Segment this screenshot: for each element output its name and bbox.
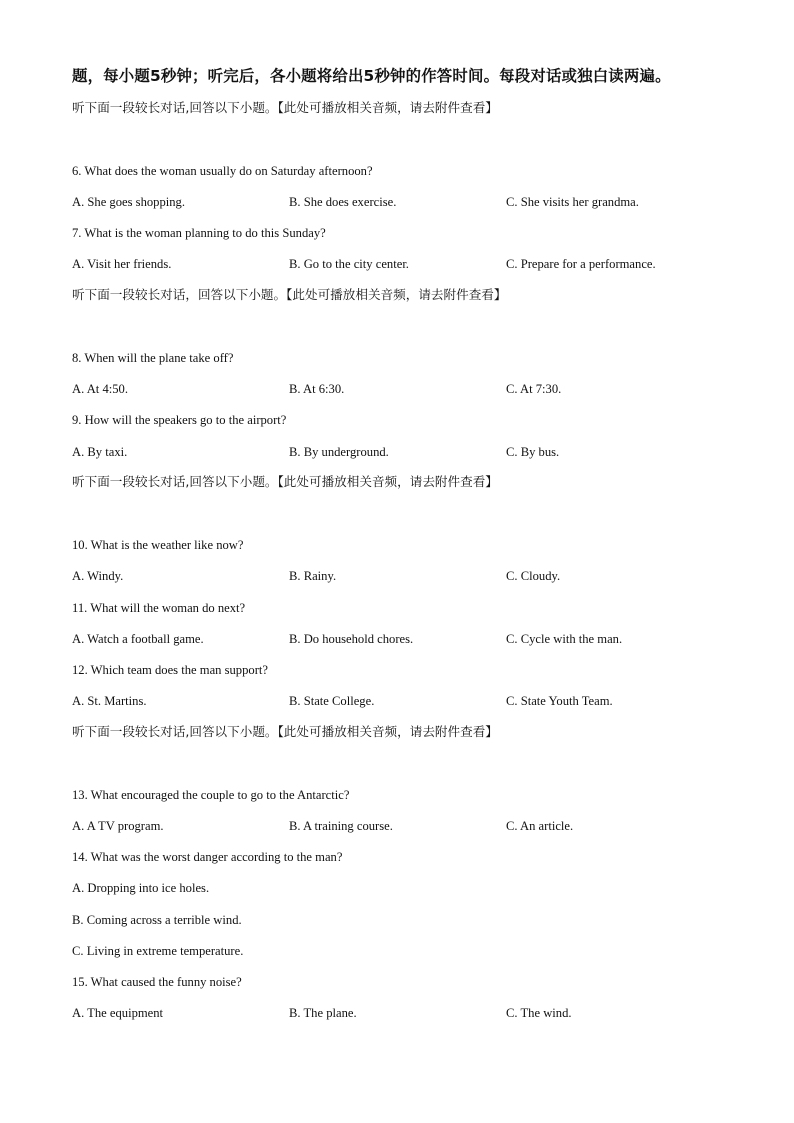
option-14a: A. Dropping into ice holes.: [72, 881, 210, 895]
option-6b: B. She does exercise.: [289, 195, 397, 209]
option-8b: B. At 6:30.: [289, 382, 345, 396]
option-9c: C. By bus.: [506, 445, 560, 459]
question-6: 6. What does the woman usually do on Saturday afternoon?: [72, 164, 373, 178]
option-6a: A. She goes shopping.: [72, 195, 185, 209]
instruction-4: 听下面一段较长对话,回答以下小题。【此处可播放相关音频，请去附件查看】: [72, 724, 498, 739]
option-10c: C. Cloudy.: [506, 569, 561, 583]
options-7: [72, 256, 752, 272]
option-8a: A. At 4:50.: [72, 382, 128, 396]
option-11b: B. Do household chores.: [289, 632, 414, 646]
option-13b: B. A training course.: [289, 819, 393, 833]
option-7a: A. Visit her friends.: [72, 257, 172, 271]
options-8: [72, 381, 752, 397]
option-12a: A. St. Martins.: [72, 694, 147, 708]
instruction-2: 听下面一段较长对话，回答以下小题。【此处可播放相关音频，请去附件查看】: [72, 287, 507, 302]
question-13: 13. What encouraged the couple to go to the Antarctic?: [72, 788, 350, 802]
option-7b: B. Go to the city center.: [289, 257, 409, 271]
section-header: 题，每小题5秒钟；听完后，各小题将给出5秒钟的作答时间。每段对话或独白读两遍。: [72, 67, 671, 85]
question-14: 14. What was the worst danger according to the man?: [72, 850, 343, 864]
option-10a: A. Windy.: [72, 569, 124, 583]
instruction-3: 听下面一段较长对话,回答以下小题。【此处可播放相关音频，请去附件查看】: [72, 474, 498, 489]
option-10b: B. Rainy.: [289, 569, 337, 583]
question-15: 15. What caused the funny noise?: [72, 975, 242, 989]
option-8c: C. At 7:30.: [506, 382, 562, 396]
option-15c: C. The wind.: [506, 1006, 572, 1020]
option-9b: B. By underground.: [289, 445, 389, 459]
option-11a: A. Watch a football game.: [72, 632, 204, 646]
option-13c: C. An article.: [506, 819, 574, 833]
options-11: [72, 631, 752, 647]
options-12: [72, 693, 752, 709]
options-6: [72, 194, 752, 210]
question-9: 9. How will the speakers go to the airport?: [72, 413, 287, 427]
option-13a: A. A TV program.: [72, 819, 164, 833]
option-9a: A. By taxi.: [72, 445, 128, 459]
options-10: [72, 568, 752, 584]
options-15: [72, 1005, 752, 1021]
option-12c: C. State Youth Team.: [506, 694, 613, 708]
question-12: 12. Which team does the man support?: [72, 663, 268, 677]
question-10: 10. What is the weather like now?: [72, 538, 244, 552]
options-9: [72, 444, 752, 460]
question-11: 11. What will the woman do next?: [72, 601, 246, 615]
option-14b: B. Coming across a terrible wind.: [72, 913, 242, 927]
question-7: 7. What is the woman planning to do this Sunday?: [72, 226, 326, 240]
option-12b: B. State College.: [289, 694, 375, 708]
option-11c: C. Cycle with the man.: [506, 632, 623, 646]
instruction-1: 听下面一段较长对话,回答以下小题。【此处可播放相关音频，请去附件查看】: [72, 100, 498, 115]
option-7c: C. Prepare for a performance.: [506, 257, 656, 271]
options-13: [72, 818, 752, 834]
option-15a: A. The equipment: [72, 1006, 164, 1020]
option-15b: B. The plane.: [289, 1006, 357, 1020]
option-14c: C. Living in extreme temperature.: [72, 944, 244, 958]
question-8: 8. When will the plane take off?: [72, 351, 234, 365]
option-6c: C. She visits her grandma.: [506, 195, 639, 209]
